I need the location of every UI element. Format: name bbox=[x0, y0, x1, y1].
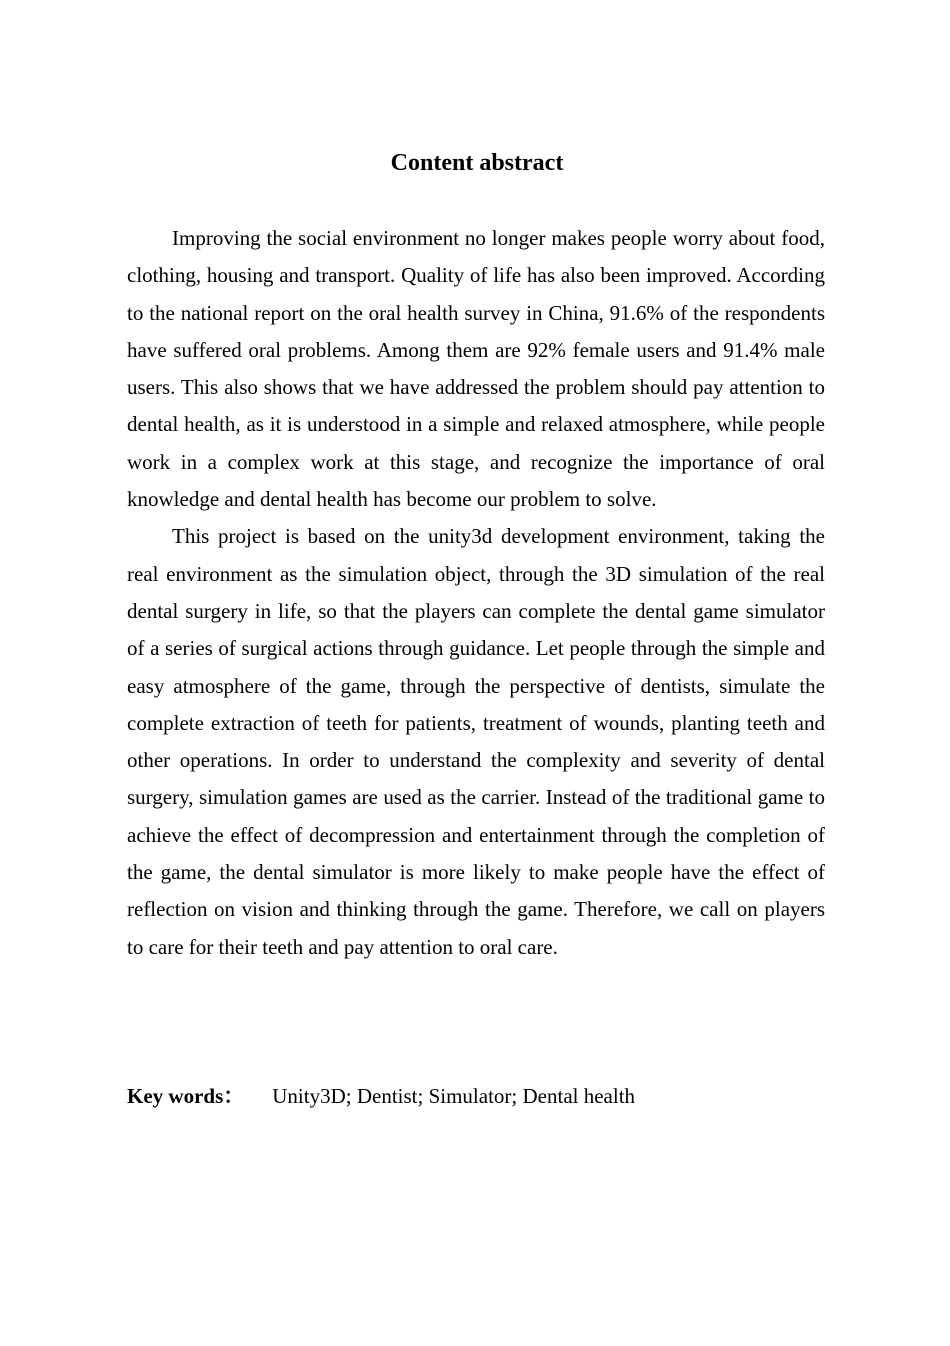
keywords-label: Key words： bbox=[127, 1084, 245, 1108]
abstract-paragraph-2: This project is based on the unity3d development environment, taking the real environment as the simulation object, through the 3D simulation of the real dental surgery in life, so that the players can complete the dental game simulator of a series of surgical actions through guidance. Let people through the simple and easy atmosphere of the game, through the perspective of dentists, simulate the complete extraction of teeth for patients, treatment of wounds, planting teeth and other operations. In order to understand the complexity and severity of dental surgery, simulation games are used as the carrier. Instead of the traditional game to achieve the effect of decompression and entertainment through the completion of the game, the dental simulator is more likely to make people have the effect of reflection on vision and thinking through the game. Therefore, we call on players to care for their teeth and pay attention to oral care. bbox=[127, 524, 825, 959]
abstract-body bbox=[127, 220, 825, 966]
abstract-paragraph-1: Improving the social environment no longer makes people worry about food, clothing, housing and transport. Quality of life has also been improved. According to the national report on the oral health survey in China, 91.6% of the respondents have suffered oral problems. Among them are 92% female users and 91.4% male users. This also shows that we have addressed the problem should pay attention to dental health, as it is understood in a simple and relaxed atmosphere, while people work in a complex work at this stage, and recognize the importance of oral knowledge and dental health has become our problem to solve. bbox=[127, 226, 825, 512]
keywords-line bbox=[127, 1078, 825, 1115]
keywords-value: Unity3D; Dentist; Simulator; Dental health bbox=[272, 1084, 636, 1108]
page-title: Content abstract bbox=[390, 150, 564, 176]
